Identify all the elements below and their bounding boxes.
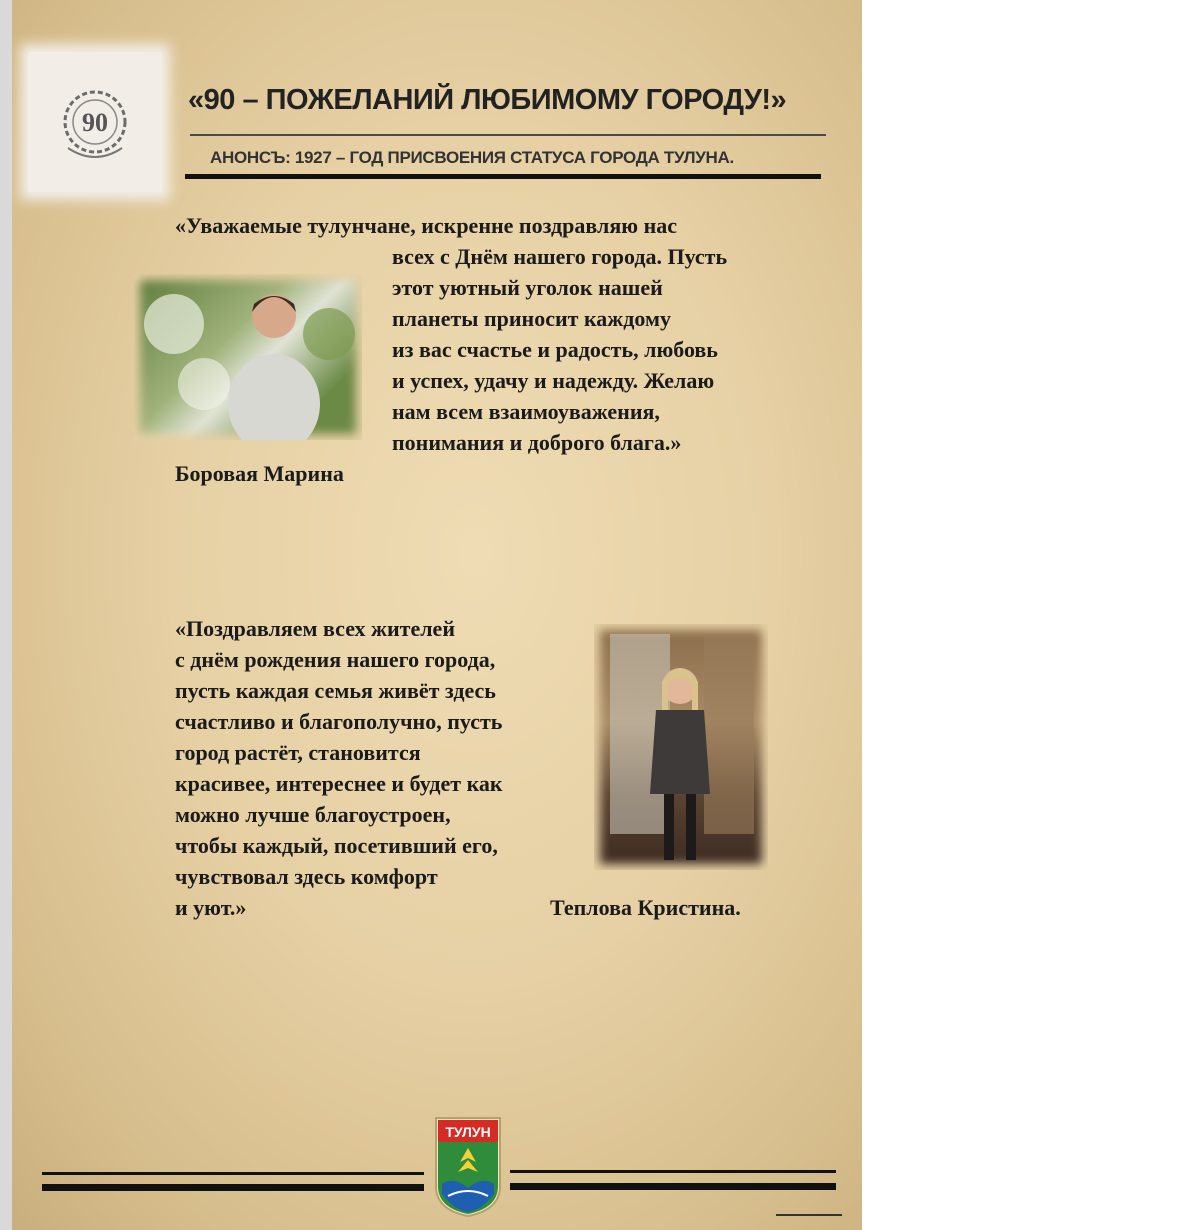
wish2-line: можно лучше благоустроен, [175, 802, 451, 827]
wish1-line: из вас счастье и радость, любовь [392, 337, 718, 362]
wish2-author: Теплова Кристина. [550, 895, 741, 920]
wish1-line: нам всем взаимоуважения, [392, 399, 660, 424]
page-left-margin [0, 0, 12, 1230]
footer-rule-thick-right [510, 1183, 836, 1190]
anniversary-emblem [28, 52, 162, 192]
footer-rule-thin-right [510, 1170, 836, 1173]
wish1-line: «Уважаемые тулунчане, искренне поздравляю нас [175, 213, 678, 238]
page-title: «90 – ПОЖЕЛАНИЙ ЛЮБИМОМУ ГОРОДУ!» [188, 84, 787, 116]
author2-photo [594, 624, 768, 870]
wish2-line: счастливо и благополучно, пусть [175, 709, 503, 734]
footer-rule-thick-left [42, 1184, 424, 1191]
wreath-90-icon [56, 78, 134, 166]
coat-label: ТУЛУН [445, 1124, 491, 1140]
author1-photo [134, 274, 362, 440]
wish2-line: и уют.» [175, 895, 247, 920]
wish1-line: понимания и доброго блага.» [392, 430, 682, 455]
coat-of-arms-icon [432, 1114, 504, 1218]
header-divider [185, 174, 821, 179]
wish1-line: и успех, удачу и надежду. Желаю [392, 368, 715, 393]
wish1-line: всех с Днём нашего города. Пусть [392, 244, 728, 269]
wish2-line: чтобы каждый, посетивший его, [175, 833, 498, 858]
title-divider [190, 134, 826, 136]
wish2-line: «Поздравляем всех жителей [175, 616, 455, 641]
wish1-author: Боровая Марина [175, 461, 344, 486]
wish2-line: красивее, интереснее и будет как [175, 771, 503, 796]
wish2-line: город растёт, становится [175, 740, 421, 765]
footer-rule-thin-left [42, 1172, 424, 1175]
tulun-coat-of-arms [432, 1114, 504, 1218]
wish2-line: с днём рождения нашего города, [175, 647, 496, 672]
wish2-line: чувствовал здесь комфорт [175, 864, 438, 889]
corner-rule [776, 1214, 842, 1216]
emblem-number: 90 [82, 108, 108, 137]
wish2-line: пусть каждая семья живёт здесь [175, 678, 496, 703]
page-subtitle: АНОНСЪ: 1927 – ГОД ПРИСВОЕНИЯ СТАТУСА ГОРОДА ТУЛУНА. [210, 148, 734, 167]
wish1-line: планеты приносит каждому [392, 306, 671, 331]
wish1-line: этот уютный уголок нашей [392, 275, 663, 300]
